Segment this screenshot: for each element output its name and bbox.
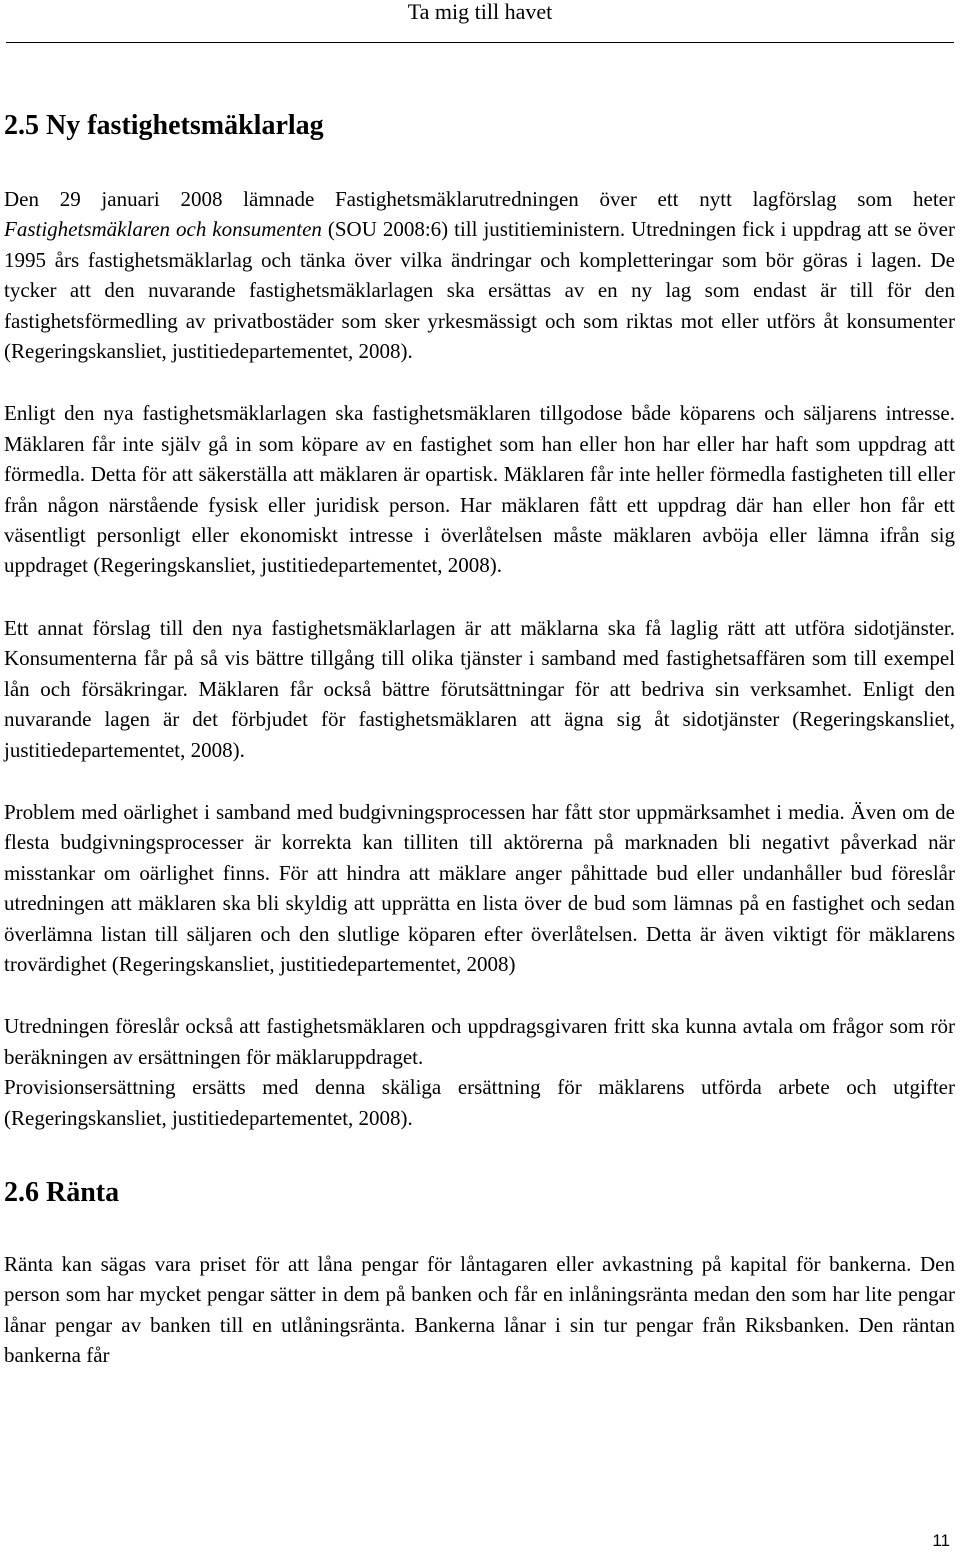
header-divider [6,42,954,43]
paragraph-3: Ett annat förslag till den nya fastighetsmäklarlagen är att mäklarna ska få laglig rätt att utföra sidotjänster. Konsumenterna får på så vis bättre tillgång till olika tjänster i samband med fastighetsaffären som till exempel lån och försäkringar. Mäklaren får också bättre förutsättningar för att bedriva sin verksamhet. Enligt den nuvarande lagen är det förbjudet för fastighetsmäklaren att ägna sig åt sidotjänster (Regeringskansliet, justitiedepartementet, 2008). [4,615,955,762]
running-header: Ta mig till havet [407,0,553,24]
paragraph-1 [4,184,955,366]
paragraph-1-text-a: Den 29 januari 2008 lämnade Fastighetsmäklarutredningen över ett nytt lagförslag som heter [4,187,955,211]
paragraph-4: Problem med oärlighet i samband med budgivningsprocessen har fått stor uppmärksamhet i media. Även om de flesta budgivningsprocesser är korrekta kan tilliten till aktörerna på marknaden bli negativt påverkad när misstankar om oärlighet finns. För att hindra att mäklare anger påhittade bud eller undanhåller bud föreslår utredningen att mäklaren ska bli skyldig att upprätta en lista över de bud som lämnas på en fastighet och sedan överlämna listan till säljaren och den slutlige köparen efter överlåtelsen. Detta är även viktigt för mäklarens trovärdighet (Regeringskansliet, justitiedepartementet, 2008) [4,799,955,976]
section-heading-2-6: 2.6 Ränta [4,1176,120,1208]
section-heading-2-5: 2.5 Ny fastighetsmäklarlag [4,110,324,141]
paragraph-6: Ränta kan sägas vara priset för att låna pengar för låntagaren eller avkastning på kapital för bankerna. Den person som har mycket pengar sätter in dem på banken och får en inlåningsränta medan den som har lite pengar lånar pengar av banken till en utlåningsränta. Bankerna lånar i sin tur pengar från Riksbanken. Den räntan bankerna får [4,1251,955,1368]
paragraph-2: Enligt den nya fastighetsmäklarlagen ska fastighetsmäklaren tillgodose både köparens och säljarens intresse. Mäklaren får inte själv gå in som köpare av en fastighet som han eller hon har eller har haft som uppdrag att förmedla. Detta för att säkerställa att mäklaren är opartisk. Mäklaren får inte heller förmedla fastigheten till eller från någon närstående fysisk eller juridisk person. Har mäklaren fått ett uppdrag där han eller hon får ett väsentligt personligt eller ekonomiskt intresse i överlåtelsen måste mäklaren avböja eller lämna ifrån sig uppdraget (Regeringskansliet, justitiedepartementet, 2008). [4,401,955,578]
report-title: Fastighetsmäklaren och konsumenten [4,217,322,242]
document-body [4,106,955,1371]
paragraph-1-text-b: (SOU 2008:6) till justitieministern. Utredningen fick i uppdrag att se över 1995 års fastighetsmäklarlag och tänka över vilka ändringar och kompletteringar som bör göras i lagen. De tycker att den nuvarande fastighetsmäklarlagen ska ersättas av en ny lag som endast är till för den fastighetsförmedling av privatbostäder som sker yrkesmässigt och som riktas mot eller utförs åt konsumenter (Regeringskansliet, justitiedepartementet, 2008). [4,217,955,364]
paragraph-5b: Provisionsersättning ersätts med denna skäliga ersättning för mäklarens utförda arbete och utgifter (Regeringskansliet, justitiedepartementet, 2008). [4,1075,955,1130]
paragraph-5a: Utredningen föreslår också att fastighetsmäklaren och uppdragsgivaren fritt ska kunna avtala om frågor som rör beräkningen av ersättningen för mäklaruppdraget. [4,1014,955,1069]
page-number: 11 [932,1531,950,1550]
